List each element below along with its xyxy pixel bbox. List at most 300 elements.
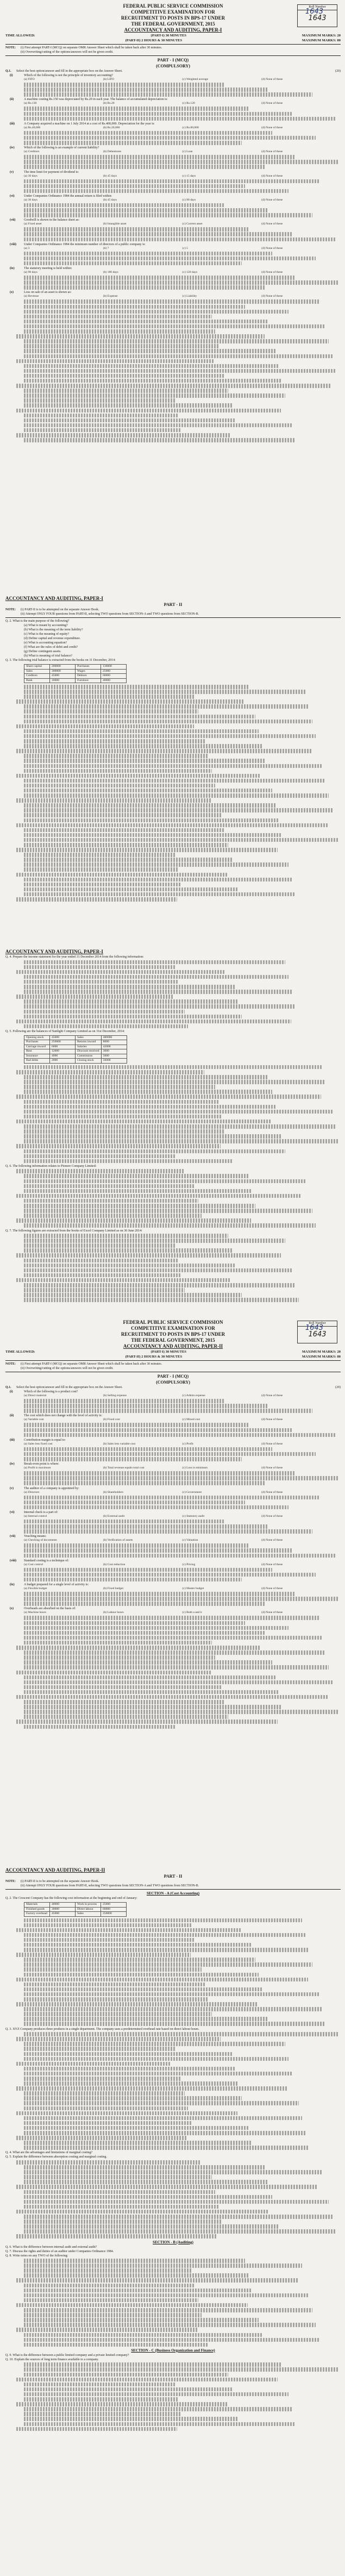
text-line [16, 2002, 258, 2006]
text-line [24, 1631, 265, 1635]
text-line [16, 2136, 187, 2140]
note-2-p2: (ii) Overwriting/cutting of the options/answers will not be given credit. [21, 1367, 114, 1370]
text-line [24, 1065, 322, 1070]
roll-number-value: 1643 [308, 14, 327, 22]
text-line [24, 965, 175, 970]
text-line [24, 1573, 316, 1577]
text-line [24, 141, 242, 145]
mcq-option: (c) Statutory audit [182, 1514, 205, 1518]
text-line [24, 339, 329, 343]
mcq-options [5, 247, 341, 251]
text-line [24, 1283, 296, 1287]
mcq-option: (c) Valuation [182, 1539, 198, 1542]
mcq-item [5, 1486, 341, 1491]
mcq-option: (b) Shareholders [103, 1490, 123, 1494]
mcq-option: (a) Cost control [24, 1562, 43, 1566]
text-line [24, 1209, 312, 1213]
text-line [24, 980, 178, 984]
text-lines [5, 1169, 341, 1228]
text-line [24, 1223, 316, 1228]
text-line [24, 764, 322, 768]
text-line [24, 2318, 259, 2322]
text-line [24, 2175, 212, 2179]
recruitment-title-2: RECRUITMENT TO POSTS IN BPS-17 UNDER [121, 1331, 225, 1337]
text-line [16, 384, 331, 388]
text-line [24, 1529, 312, 1534]
question-10-p2: Q. 10. Explain the sources of long term finance available to a company. [5, 2358, 99, 2361]
part-2-note-a-2: NOTE: (i) PART-II is to be attempted on the separate Answer Book. [5, 1880, 99, 1883]
text-line [24, 1962, 312, 1967]
text-line [24, 1675, 275, 1680]
government-title: THE FEDERAL GOVERNMENT, 2015 [131, 21, 215, 27]
text-line [24, 160, 339, 164]
text-line [24, 2047, 175, 2051]
mcq-number: (vi) [10, 1510, 15, 1514]
text-line [24, 1100, 218, 1104]
mcq-option: (b) Debentures [103, 150, 122, 154]
text-line [24, 344, 218, 348]
section-b-heading: SECTION - B (Auditing) [153, 2240, 193, 2244]
text-line [16, 1646, 261, 1650]
mcq-item [5, 1438, 341, 1442]
text-line [24, 1423, 248, 1427]
text-line [24, 793, 329, 798]
list-item: (g) Define contingent assets. [24, 650, 61, 653]
text-line [24, 878, 292, 882]
text-lines [5, 685, 341, 902]
text-line [24, 838, 339, 842]
text-line [24, 1655, 215, 1660]
mcq-option: (a) Direct material [24, 1394, 47, 1397]
text-line [24, 1090, 272, 1094]
government-title-2: THE FEDERAL GOVERNMENT, 2015 [131, 1337, 215, 1343]
mcq-option: (c) Mixed cost [182, 1418, 200, 1422]
mcq-option: (a) Rs.40,000 [24, 126, 41, 129]
table-cell: Sales [76, 1035, 102, 1040]
text-line [24, 1710, 339, 1714]
text-line [24, 354, 333, 359]
text-line [24, 813, 222, 817]
subject-title-p3: ACCOUNTANCY AND AUDITING, PAPER-I [5, 949, 103, 954]
recruitment-title: RECRUITMENT TO POSTS IN BPS-17 UNDER [121, 15, 225, 21]
text-line [24, 112, 292, 116]
text-line [24, 1938, 195, 1942]
text-line [24, 1626, 288, 1630]
text-line [24, 744, 262, 748]
table-cell: Wages [76, 669, 101, 674]
text-line [24, 136, 316, 140]
text-line [24, 1115, 222, 1119]
mcq-option: (a) 3 [24, 246, 30, 250]
text-line [24, 2219, 222, 2224]
part-1-heading-2: PART - I (MCQ) [157, 1374, 189, 1379]
text-line [24, 709, 198, 714]
text-line [24, 1268, 292, 1273]
text-line [16, 1095, 321, 1099]
text-line [24, 252, 272, 256]
mcq-text: Vouching means: [24, 1535, 47, 1539]
mcq-text: A Company acquired a machine on 1 July 2014 at a cost of Rs.400,000. Depreciation for the year is: [24, 122, 155, 126]
text-line [24, 1943, 252, 1947]
mcq-option: (d) None of these [261, 1490, 283, 1494]
text-line [24, 1004, 296, 1009]
text-lines [5, 1631, 341, 1729]
text-line [24, 2017, 268, 2021]
text-line [24, 2072, 292, 2076]
text-line [16, 1169, 184, 1173]
mcq-option: (a) Profit is maximum [24, 1466, 51, 1470]
mcq-option: (a) Flexible budget [24, 1587, 47, 1590]
text-line [24, 1447, 272, 1452]
text-line [24, 418, 235, 423]
text-line [24, 1404, 268, 1408]
mcq-option: (d) None of these [261, 150, 283, 154]
text-line [24, 720, 312, 724]
text-line [24, 1592, 296, 1596]
text-line [24, 92, 312, 97]
question-7-p2: Q. 7. Discuss the rights and duties of an auditor under Companies Ordinance 1984. [5, 2249, 114, 2253]
mcq-option: (a) Fixed asset [24, 222, 42, 226]
text-line [16, 724, 194, 729]
text-line [24, 1481, 265, 1485]
text-line [16, 2427, 177, 2431]
text-line [24, 428, 181, 433]
text-line [24, 398, 175, 403]
subject-title-p2-2: ACCOUNTANCY AND AUDITING, PAPER-II [5, 1867, 105, 1873]
text-line [16, 433, 231, 437]
mcq-option: (b) External audit [103, 1514, 125, 1518]
mcq-item [5, 1510, 341, 1515]
text-line [24, 892, 296, 897]
text-line [24, 2284, 195, 2288]
mcq-item [5, 73, 341, 78]
paper-2-part-2 [0, 1864, 345, 2576]
text-line [24, 1476, 339, 1480]
mcq-option: (a) Directors [24, 1490, 40, 1494]
text-line [24, 208, 268, 212]
text-line [24, 1992, 319, 1997]
text-line [16, 749, 311, 753]
text-line [24, 1578, 242, 1582]
mcq-option: (b) Total revenue equals total cost [103, 1466, 145, 1470]
text-line [16, 848, 278, 852]
table-cell: Factory overhead [24, 1912, 50, 1917]
mcq-option: (b) 45 days [103, 174, 117, 178]
text-line [24, 2022, 325, 2026]
text-lines [5, 2259, 341, 2347]
mcq-text: Contribution margin is equal to: [24, 1438, 66, 1442]
text-line [24, 2362, 282, 2367]
table-row [24, 678, 127, 683]
text-line [24, 789, 272, 793]
text-line [24, 2096, 242, 2100]
list-item: (f) What are the rules of debit and credit? [24, 646, 78, 649]
text-line [16, 1144, 221, 1148]
text-line [24, 759, 265, 763]
mcq-option: (a) Machine hours [24, 1611, 47, 1615]
text-line [24, 1214, 202, 1218]
text-line [16, 1978, 308, 1982]
text-line [24, 107, 248, 111]
text-line [16, 2234, 217, 2239]
mcq-item [5, 1583, 341, 1587]
mcq-option: (b) Intangible asset [103, 222, 127, 226]
text-line [24, 2200, 329, 2204]
subject-title-p2: ACCOUNTANCY AND AUDITING, PAPER-I [5, 596, 103, 601]
part-2-note-b: (ii) Attempt ONLY FOUR questions from PART-II, selecting TWO questions from SECTION-A and TWO questions from SECTION-B. [21, 612, 199, 616]
text-line [24, 2293, 309, 2298]
mcq-option: (d) None of these [261, 1442, 283, 1446]
table-cell: Creditors [24, 674, 50, 679]
text-line [16, 2086, 288, 2091]
text-line [24, 379, 282, 383]
question-2-items [5, 623, 341, 658]
text-line [16, 995, 174, 999]
mcq-number: (iv) [10, 146, 15, 150]
mcq-number: (ii) [10, 98, 14, 102]
text-line [24, 2273, 248, 2278]
commission-title: FEDERAL PUBLIC SERVICE COMMISSION [123, 3, 223, 9]
text-line [24, 1548, 292, 1553]
text-line [16, 1020, 291, 1024]
text-line [24, 1471, 296, 1475]
table-cell: 200000 [50, 665, 76, 670]
text-line [24, 2308, 312, 2312]
table-row [24, 665, 127, 670]
text-line [24, 1159, 232, 1164]
text-line [24, 1129, 225, 1134]
text-line [16, 1194, 301, 1198]
mcq-option: (c) Master budget [182, 1587, 204, 1590]
text-line [24, 1650, 325, 1655]
text-line [24, 2392, 288, 2397]
mcq-option: (a) 90 days [24, 271, 37, 274]
text-line [24, 369, 336, 373]
text-line [24, 1700, 225, 1704]
mcq-option: (c) Current asset [182, 222, 203, 226]
handwritten-roll-2: 1643 [305, 1324, 323, 1332]
text-line [16, 2111, 237, 2116]
table-row [24, 1035, 127, 1040]
mcq-text: The statutory meeting is held within: [24, 267, 72, 270]
text-line [24, 1149, 285, 1154]
mcq-number: (viii) [10, 242, 16, 246]
text-line [24, 1248, 232, 1253]
text-line [16, 823, 328, 828]
text-line [24, 1597, 339, 1601]
part-2-heading: PART - II [164, 602, 183, 607]
text-lines [5, 1918, 341, 2026]
mcq-number: (iii) [10, 1438, 15, 1442]
text-line [24, 2224, 279, 2229]
text-line [24, 179, 319, 184]
table-cell: Closing stock [76, 1059, 102, 1064]
mcq-options [5, 1418, 341, 1422]
text-line [24, 1288, 185, 1292]
text-line [24, 858, 232, 862]
mcq-text: Goodwill is shown in the balance sheet as: [24, 218, 80, 222]
list-item: (a) What is meant by accounting? [24, 624, 68, 627]
text-line [24, 975, 288, 979]
mcq-option: (c) Loss is minimum [182, 1466, 208, 1470]
text-line [24, 1154, 175, 1159]
mcq-text: Under Companies Ordinance 1984 the minimum number of directors of a public company is: [24, 242, 146, 246]
table-row [24, 1045, 127, 1049]
mcq-option: (c) Rs.120 [182, 102, 195, 105]
roll-number-label: Roll Number [298, 5, 337, 10]
text-line [24, 960, 285, 965]
text-line [24, 2012, 212, 2016]
text-line [24, 685, 248, 689]
mcq-options [5, 78, 341, 82]
table-cell: 25000 [101, 669, 127, 674]
table-cell: 5000 [101, 1054, 127, 1059]
table-cell: 300000 [50, 669, 76, 674]
text-line [24, 83, 225, 87]
text-line [24, 2101, 299, 2105]
text-line [24, 690, 305, 694]
text-line [24, 1690, 279, 1695]
marks-part-2: MAXIMUM MARKS: 80 [302, 39, 341, 42]
note-1-p2: NOTE: (i) First attempt PART-I (MCQ) on separate OMR Answer Sheet which shall be taken back after 30 minutes. [5, 1362, 162, 1366]
text-line [24, 1641, 212, 1645]
text-line [24, 2422, 296, 2427]
text-line [24, 1543, 248, 1548]
mcq-option: (d) None of these [261, 1418, 283, 1422]
mcq-options [5, 1539, 341, 1543]
text-line [24, 2195, 272, 2199]
mcq-number: (ix) [10, 267, 15, 270]
question-4-p2: Q. 4. What are the advantages and limitations of marginal costing? [5, 2151, 93, 2155]
text-line [24, 117, 336, 121]
text-line [24, 203, 225, 208]
mcq-number: (vii) [10, 1535, 16, 1539]
mcq-option: (c) Admin expense [182, 1394, 205, 1397]
text-line [24, 1080, 325, 1084]
list-item: (b) What is the meaning of the term liability? [24, 628, 83, 632]
text-line [24, 299, 319, 304]
mcq-item [5, 1462, 341, 1466]
table-cell: Insurance [24, 1054, 50, 1059]
text-line [24, 1243, 175, 1248]
text-line [24, 1189, 252, 1193]
mcq-options [5, 1394, 341, 1398]
text-line [24, 2264, 302, 2268]
text-line [24, 414, 178, 418]
mcq-option: (b) Cost reduction [103, 1562, 126, 1566]
text-line [24, 1105, 275, 1109]
mcq-option: (a) Checking of documents [24, 1539, 57, 1542]
table-cell: Sales [24, 669, 50, 674]
text-line [24, 1505, 288, 1510]
text-line [24, 2042, 285, 2046]
mcq-number: (i) [10, 1390, 13, 1393]
text-line [24, 364, 279, 368]
part-2-heading-2: PART - II [164, 1874, 183, 1879]
question-6-p2: Q. 6. What is the difference between internal audit and external audit? [5, 2245, 97, 2249]
question-5: Q. 5. Following are the balances of Sunlight Company Limited as on 31st December, 2014: [5, 1029, 125, 1033]
mcq-number: (vii) [10, 218, 16, 222]
mcq-options [5, 295, 341, 299]
mcq-text: Loss on sale of an asset is shown as: [24, 291, 72, 295]
part-2-note-b-2: (ii) Attempt ONLY FOUR questions from PART-II, selecting TWO questions from SECTION-A and TWO questions from SECTION-B. [21, 1884, 199, 1887]
text-line [16, 2402, 228, 2406]
text-line [16, 798, 211, 803]
list-item: (h) What is meaning of trial balance? [24, 654, 73, 658]
text-line [24, 2397, 178, 2402]
text-line [24, 803, 275, 808]
text-line [24, 1110, 333, 1114]
text-line [24, 1085, 215, 1089]
text-line [24, 189, 288, 193]
question-2-p2: Q. 2. The Crescent Company has the following cost information at the beginning and end of January: [5, 1897, 137, 1900]
text-line [24, 887, 239, 892]
text-lines [5, 2032, 341, 2150]
mcq-option: (b) Rs.20,000 [103, 126, 120, 129]
text-line [24, 389, 228, 393]
mcq-text: Internal check is a part of: [24, 1510, 58, 1514]
text-line [24, 2387, 232, 2392]
table-cell: 6000 [50, 1045, 76, 1049]
table-cell: 250000 [101, 1912, 127, 1917]
time-row-p2-b: (PART-II) 2 HOURS & 30 MINUTES MAXIMUM MARKS: 80 [125, 1355, 341, 1359]
mcq-options [5, 1611, 341, 1615]
mcq-text: Standard costing is a technique of: [24, 1559, 69, 1562]
mcq-number: (vi) [10, 194, 15, 198]
text-line [24, 1496, 319, 1500]
mcq-text: Break-even point is where: [24, 1462, 59, 1466]
text-line [16, 1218, 251, 1223]
table-cell: 45000 [50, 1035, 76, 1040]
commission-title-2: FEDERAL PUBLIC SERVICE COMMISSION [123, 1320, 223, 1325]
text-line [24, 2131, 305, 2135]
text-line [24, 1409, 312, 1413]
time-label: TIME ALLOWED: [5, 34, 35, 37]
text-line [16, 774, 261, 778]
text-line [24, 818, 279, 823]
roll-number-value-2: 1643 [308, 1330, 327, 1339]
text-line [16, 2328, 197, 2332]
text-line [24, 1665, 329, 1670]
text-line [24, 2007, 322, 2011]
text-line [16, 2378, 278, 2382]
note-1: NOTE: (i) First attempt PART-I (MCQ) on separate OMR Answer Sheet which shall be taken back after 30 minutes. [5, 46, 162, 49]
mcq-item [5, 170, 341, 174]
text-line [24, 320, 268, 324]
table-cell: 42000 [101, 1045, 127, 1049]
text-line [16, 1253, 281, 1258]
table-row [24, 1049, 127, 1054]
subject-title-2: ACCOUNTANCY AND AUDITING, PAPER-II [123, 1343, 223, 1349]
text-line [24, 2165, 265, 2169]
mcq-option: (c) Both a and b [182, 1611, 202, 1615]
mcq-item [5, 1390, 341, 1394]
mcq-option: (d) None of these [261, 78, 283, 81]
mcq-option: (c) 90 days [182, 198, 196, 202]
mcq-option: (d) None of these [261, 1587, 283, 1590]
mcq-option: (d) None of these [261, 1394, 283, 1397]
text-line [24, 999, 239, 1004]
text-line [24, 438, 296, 442]
part-1-heading: PART - I (MCQ) [157, 58, 189, 62]
text-line [24, 1015, 242, 1019]
table-cell: 480000 [101, 1035, 127, 1040]
table-cell: 18000 [50, 678, 76, 683]
text-line [24, 2121, 192, 2125]
paper-1-part-2 [0, 592, 345, 946]
mcq-option: (b) Expense [103, 295, 118, 298]
text-line [24, 1179, 305, 1184]
